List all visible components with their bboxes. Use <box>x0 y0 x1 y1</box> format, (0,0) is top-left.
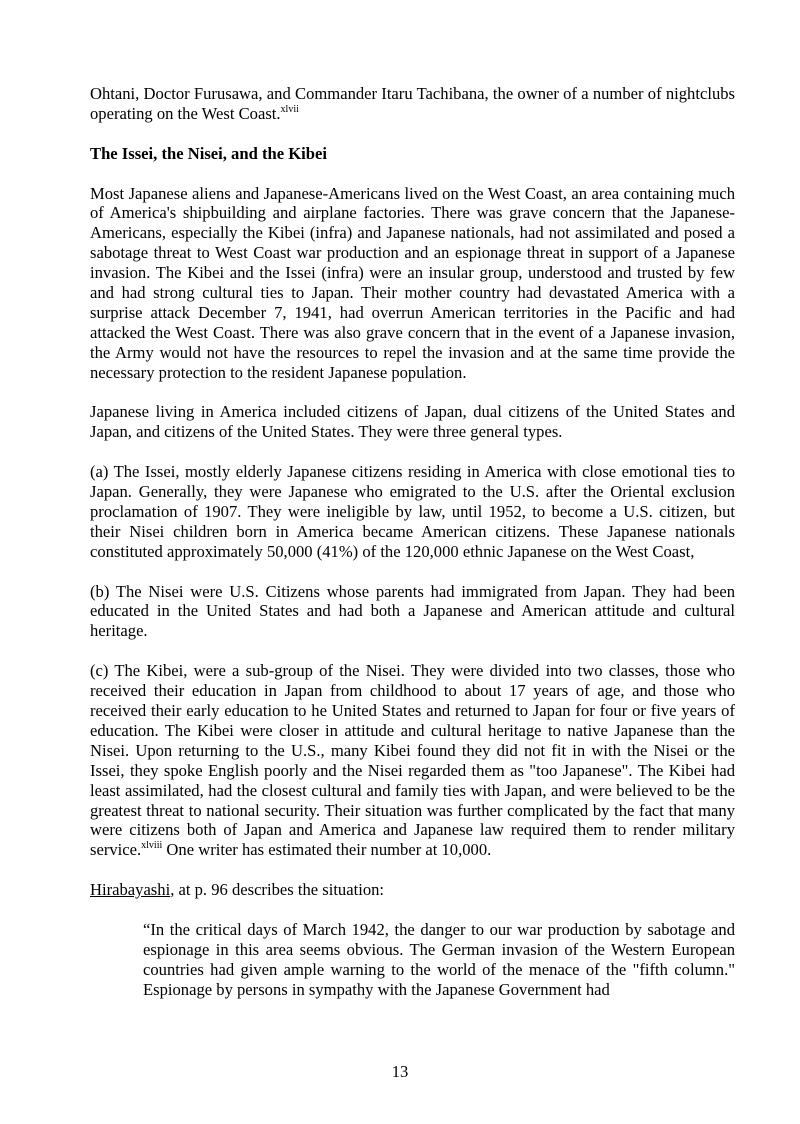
paragraph-types: Japanese living in America included citizens of Japan, dual citizens of the United States and Japan, and citizens of the United States. They were three general types. <box>90 402 735 442</box>
case-citation: Hirabayashi <box>90 880 171 900</box>
document-page <box>90 84 735 1000</box>
block-quote: “In the critical days of March 1942, the danger to our war production by sabotage and espionage in this area seems obvious. The German invasion of the Western European countries had given ample warning to the world of the menace of the "fifth column." Espionage by persons in sympathy with the Japanese Government had <box>143 919 735 999</box>
intro-text: Ohtani, Doctor Furusawa, and Commander Itaru Tachibana, the owner of a number of nightclubs operating on the West Coast. <box>90 84 735 123</box>
kibei-text-after: One writer has estimated their number at 10,000. <box>162 840 492 860</box>
paragraph-kibei <box>90 661 735 860</box>
section-heading: The Issei, the Nisei, and the Kibei <box>90 143 327 163</box>
kibei-text: (c) The Kibei, were a sub-group of the Nisei. They were divided into two classes, those who received their education in Japan from childhood to about 17 years of age, and those who received their early education to he United States and returned to Japan for four or five years of education. The Kibei were closer in attitude and cultural heritage to native Japanese than the Nisei. Upon returning to the U.S., many Kibei found they did not fit in with the Nisei or the Issei, they spoke English poorly and the Nisei regarded them as "too Japanese". The Kibei had least assimilated, had the closest cultural and family ties with Japan, and were believed to be the greatest threat to national security. Their situation was further complicated by the fact that many were citizens both of Japan and America and Japanese law required them to render military service. <box>90 661 735 860</box>
page-number: 13 <box>391 1062 409 1081</box>
citation-paragraph <box>90 880 735 900</box>
paragraph-overview: Most Japanese aliens and Japanese-Americans lived on the West Coast, an area containing much of America's shipbuilding and airplane factories. There was grave concern that the Japanese-Americans, especially the Kibei (infra) and Japanese nationals, had not assimilated and posed a sabotage threat to West Coast war production and an espionage threat in support of a Japanese invasion. The Kibei and the Issei (infra) were an insular group, understood and trusted by few and had strong cultural ties to Japan. Their mother country had devastated America with a surprise attack December 7, 1941, had overrun American territories in the Pacific and had attacked the West Coast. There was also grave concern that in the event of a Japanese invasion, the Army would not have the resources to repel the invasion and at the same time provide the necessary protection to the resident Japanese population. <box>90 183 735 382</box>
paragraph-issei: (a) The Issei, mostly elderly Japanese citizens residing in America with close emotional ties to Japan. Generally, they were Japanese who emigrated to the U.S. after the Oriental exclusion proclamation of 1907. They were ineligible by law, until 1952, to become a U.S. citizen, but their Nisei children born in America became American citizens. These Japanese nationals constituted approximately 50,000 (41%) of the 120,000 ethnic Japanese on the West Coast, <box>90 462 735 561</box>
endnote-marker[interactable]: xlviii <box>141 840 163 852</box>
endnote-marker[interactable]: xlvii <box>280 103 299 115</box>
intro-paragraph <box>90 84 735 124</box>
paragraph-nisei: (b) The Nisei were U.S. Citizens whose parents had immigrated from Japan. They had been educated in the United States and had both a Japanese and American attitude and cultural heritage. <box>90 581 735 641</box>
citation-rest: , at p. 96 describes the situation: <box>170 880 385 900</box>
